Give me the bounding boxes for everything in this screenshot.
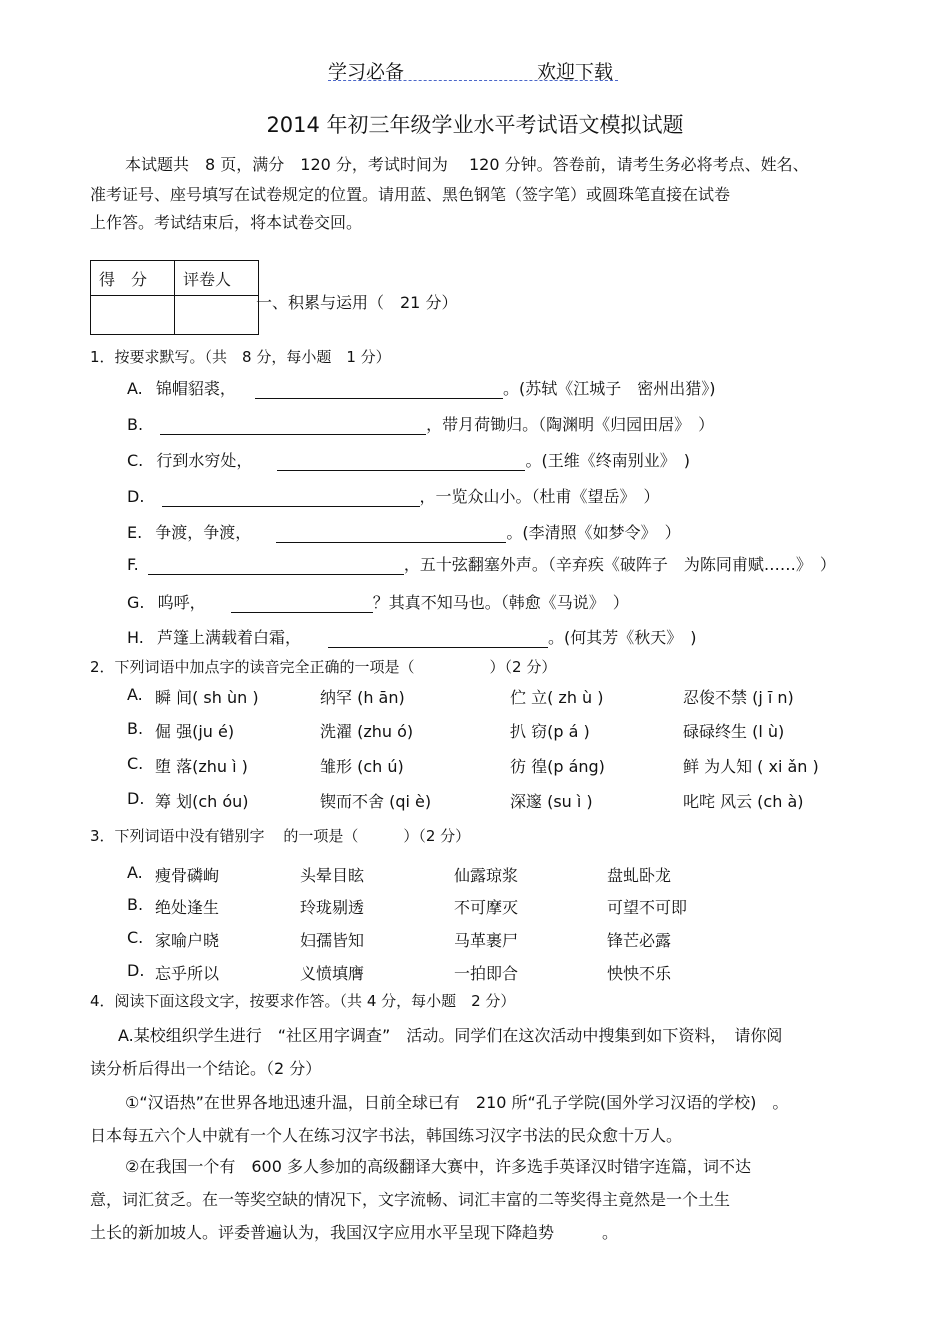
answer-blank[interactable] — [160, 418, 426, 435]
q2-option-cell: 扒 窃(p á ) — [510, 722, 590, 741]
q3-option-cell: 玲珑剔透 — [300, 898, 365, 917]
q2-option-cell: 瞬 间( sh ùn ) — [155, 688, 259, 707]
q4-line-4: 日本每五六个人中就有一个人在练习汉字书法，韩国练习汉字书法的民众愈十万人。 — [90, 1126, 683, 1145]
q3-option-cell: 家喻户晓 — [155, 931, 220, 950]
section-1-heading: 一、积累与运用（ 21 分） — [256, 293, 458, 312]
q3-option-cell: 盘虬卧龙 — [607, 866, 672, 885]
q3-option-cell: 义愤填膺 — [300, 964, 365, 983]
q4-line-5: ②在我国一个有 600 多人参加的高级翻译大赛中，许多选手英译汉时错字连篇，词不达 — [125, 1157, 751, 1176]
answer-blank[interactable] — [328, 631, 548, 648]
item-letter: H. — [127, 628, 144, 647]
score-cell[interactable] — [91, 296, 175, 335]
q2-option-cell: 堕 落(zhu ì ) — [155, 757, 248, 776]
answer-blank[interactable] — [148, 558, 404, 575]
item-letter: B. — [127, 415, 144, 434]
item-text-after: 。(苏轼《江城子 密州出猎》) — [502, 379, 716, 398]
header-left-text: 学习必备 — [328, 61, 405, 83]
q4-line-3: ①“汉语热”在世界各地迅速升温，日前全球已有 210 所“孔子学院(国外学习汉语的学校) 。 — [125, 1093, 789, 1112]
q2-option-cell: 伫 立( zh ù ) — [510, 688, 604, 707]
q4-line-2: 读分析后得出一个结论。（2 分） — [90, 1059, 322, 1078]
q3-option-cell: 一拍即合 — [454, 964, 519, 983]
q2-option-letter: D. — [127, 789, 145, 808]
grader-cell[interactable] — [175, 296, 259, 335]
intro-line-1: 本试题共 8 页，满分 120 分，考试时间为 120 分钟。答卷前，请考生务必将考点、姓名、 — [125, 155, 809, 174]
q1-item-a — [127, 376, 715, 399]
item-text-after: 。(何其芳《秋天》 ) — [548, 628, 697, 647]
q3-option-cell: 仙露琼浆 — [454, 866, 519, 885]
q4-line-7: 土长的新加坡人。评委普遍认为，我国汉字应用水平呈现下降趋势 。 — [90, 1223, 619, 1242]
intro-line-3: 上作答。考试结束后，将本试卷交回。 — [90, 213, 363, 232]
q1-item-d — [127, 484, 660, 507]
item-letter: A. — [127, 379, 143, 398]
item-text-after: ，一览众山小。（杜甫《望岳》 ） — [419, 487, 660, 506]
q2-option-cell: 雏形 (ch ú) — [320, 757, 404, 776]
q3-option-cell: 不可摩灭 — [454, 898, 519, 917]
q2-option-letter: A. — [127, 685, 143, 704]
item-text-after: ，五十弦翻塞外声。（辛弃疾《破阵子 为陈同甫赋……》 ） — [403, 555, 836, 574]
header-right-text: 欢迎下载 — [537, 61, 614, 83]
q2-option-letter: C. — [127, 754, 144, 773]
q2-stem: 2．下列词语中加点字的读音完全正确的一项是（ ）（2 分） — [90, 658, 557, 676]
q1-stem: 1．按要求默写。（共 8 分，每小题 1 分） — [90, 348, 391, 366]
answer-blank[interactable] — [276, 526, 506, 543]
item-text-after: 。(李清照《如梦令》 ） — [506, 523, 681, 542]
q2-option-cell: 筹 划(ch óu) — [155, 792, 249, 811]
q2-option-cell: 洗濯 (zhu ó) — [320, 722, 414, 741]
q3-option-cell: 锋芒必露 — [607, 931, 672, 950]
answer-blank[interactable] — [255, 382, 503, 399]
q2-option-cell: 碌碌终生 (l ù) — [683, 722, 785, 741]
q3-stem — [90, 825, 470, 846]
q2-option-letter: B. — [127, 719, 144, 738]
q2-option-cell: 忍俊不禁 (j ī n) — [683, 688, 794, 707]
item-text-before: 争渡，争渡， — [155, 523, 252, 542]
score-label: 得 分 — [91, 261, 175, 296]
q3-option-cell: 瘦骨磷峋 — [155, 866, 220, 885]
q4-line-1: A.某校组织学生进行 “社区用字调查” 活动。同学们在这次活动中搜集到如下资料， 请你阅 — [118, 1026, 783, 1045]
item-text-before: 芦篷上满载着白霜， — [156, 628, 301, 647]
item-letter: C. — [127, 451, 144, 470]
q3-option-cell: 可望不可即 — [607, 898, 688, 917]
q2-option-cell: 深邃 (su ì ) — [510, 792, 593, 811]
item-text-before: 锦帽貂裘， — [155, 379, 236, 398]
q4-line-6: 意，词汇贫乏。在一等奖空缺的情况下，文字流畅、词汇丰富的二等奖得主竟然是一个土生 — [90, 1190, 731, 1209]
q1-item-b — [127, 412, 714, 435]
q1-item-h — [127, 625, 697, 648]
q1-item-e — [127, 520, 681, 543]
q1-item-f — [127, 552, 836, 575]
q2-option-cell: 纳罕 (h ān) — [320, 688, 405, 707]
item-letter: E. — [127, 523, 143, 542]
q3-stem-part-a: 3．下列词语中没有错别字 — [90, 827, 265, 845]
q2-option-cell: 鲜 为人知 ( xi ǎn ) — [683, 757, 819, 776]
q1-item-c — [127, 448, 690, 471]
q3-option-cell: 妇孺皆知 — [300, 931, 365, 950]
item-letter: F. — [127, 555, 139, 574]
q3-option-cell: 马革裹尸 — [454, 931, 519, 950]
q3-option-cell: 绝处逢生 — [155, 898, 220, 917]
q3-option-cell: 怏怏不乐 — [607, 964, 672, 983]
answer-blank[interactable] — [162, 490, 420, 507]
q3-option-cell: 头晕目眩 — [300, 866, 365, 885]
q2-option-cell: 叱咤 风云 (ch à) — [683, 792, 804, 811]
answer-blank[interactable] — [231, 596, 373, 613]
q3-option-letter: D. — [127, 961, 145, 980]
item-text-after: 。(王维《终南别业》 ) — [525, 451, 690, 470]
answer-blank[interactable] — [277, 454, 525, 471]
q3-option-letter: A. — [127, 863, 143, 882]
q3-stem-part-b: 的一项是（ ）（2 分） — [283, 827, 471, 845]
q1-item-g — [127, 590, 629, 613]
item-text-after: ，带月荷锄归。（陶渊明《归园田居》 ） — [426, 415, 715, 434]
q3-option-letter: B. — [127, 895, 144, 914]
q4-stem: 4．阅读下面这段文字，按要求作答。（共 4 分，每小题 2 分） — [90, 992, 516, 1010]
q2-option-cell: 倔 强(ju é) — [155, 722, 235, 741]
q3-option-cell: 忘乎所以 — [155, 964, 220, 983]
item-text-after: ？其真不知马也。（韩愈《马说》 ） — [372, 593, 629, 612]
score-table — [90, 260, 259, 335]
q3-option-letter: C. — [127, 928, 144, 947]
item-letter: D. — [127, 487, 145, 506]
header-divider — [328, 80, 618, 81]
q2-option-cell: 彷 徨(p áng) — [510, 757, 605, 776]
q2-option-cell: 锲而不舍 (qi è) — [320, 792, 432, 811]
page-title: 2014 年初三年级学业水平考试语文模拟试题 — [266, 113, 684, 137]
item-letter: G. — [127, 593, 145, 612]
item-text-before: 行到水穷处， — [156, 451, 253, 470]
intro-line-2: 准考证号、座号填写在试卷规定的位置。请用蓝、黑色钢笔（签字笔）或圆珠笔直接在试卷 — [90, 185, 731, 204]
grader-label: 评卷人 — [175, 261, 259, 296]
item-text-before: 呜呼， — [157, 593, 206, 612]
